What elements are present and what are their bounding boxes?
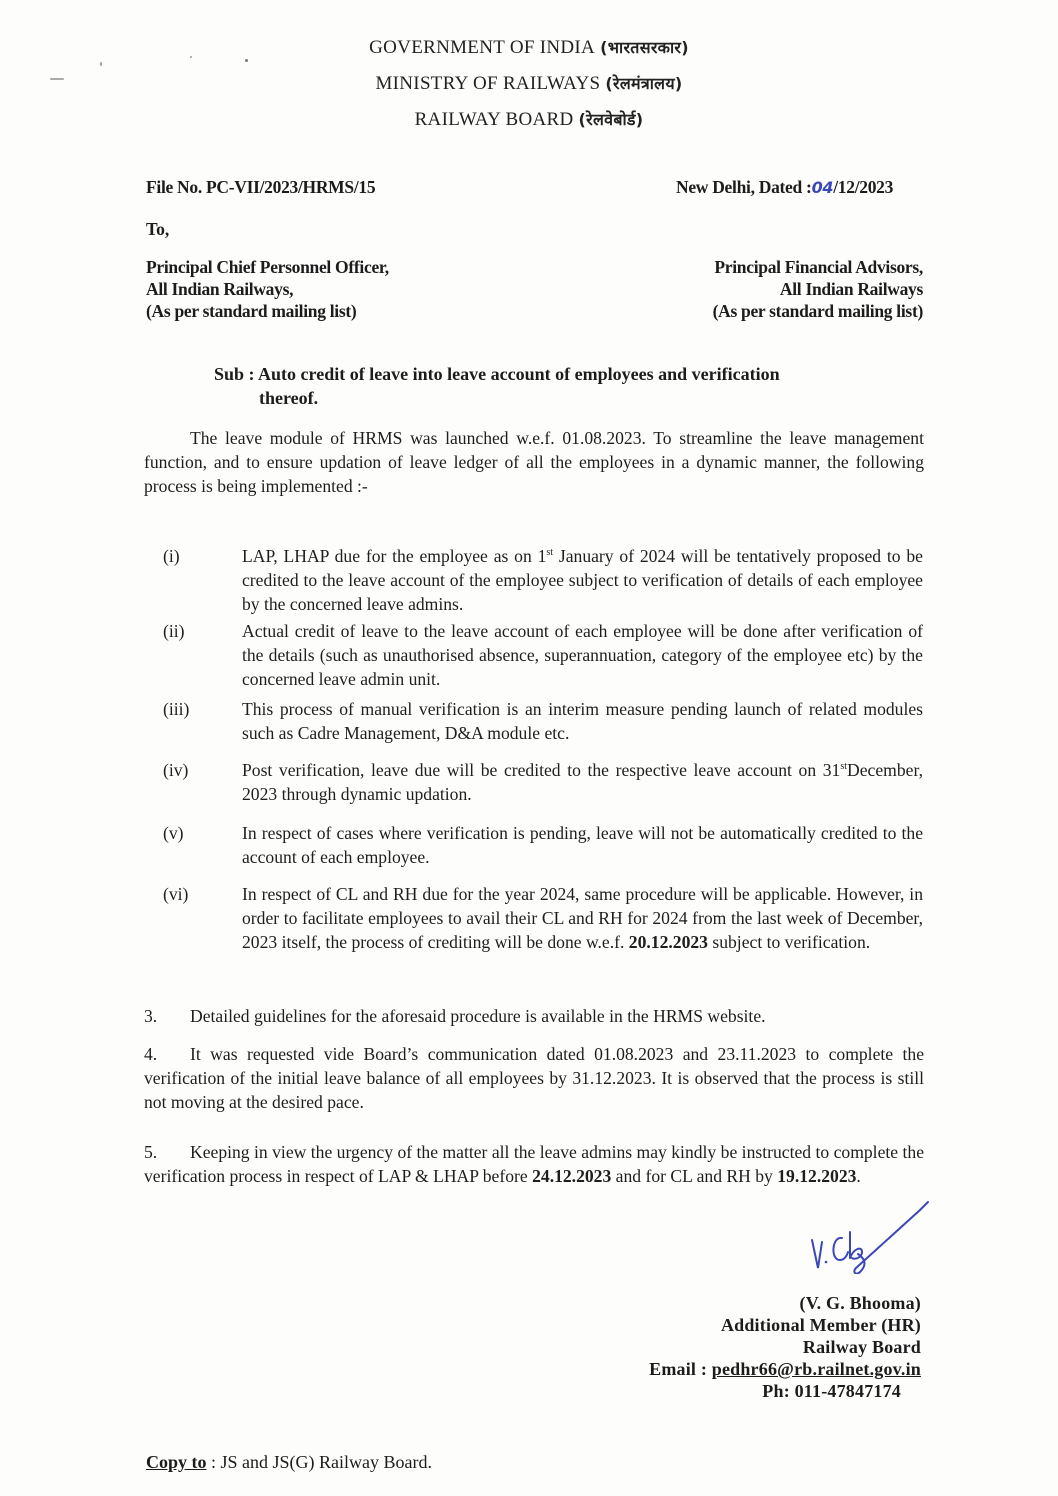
dateline: New Delhi, Dated :04/12/2023 bbox=[676, 177, 894, 197]
item-text: Post verification, leave due will be credited to the respective leave account on 31stDecember, 2023 through dynamic updation. bbox=[242, 760, 923, 804]
paragraph-number: 5. bbox=[144, 1142, 158, 1162]
item-number: (v) bbox=[163, 823, 184, 843]
paragraph-number: 3. bbox=[144, 1006, 158, 1026]
list-item bbox=[163, 758, 923, 806]
paragraph-5: 5. Keeping in view the urgency of the matter all the leave admins may kindly be instructed to complete the verification process in respect of LAP & LHAP before 24.12.2023 and for CL and RH by 19.12.2023. bbox=[144, 1142, 924, 1186]
list-item bbox=[163, 882, 923, 954]
paragraph-3: 3. Detailed guidelines for the aforesaid procedure is available in the HRMS website. bbox=[144, 1006, 766, 1026]
item-number: (ii) bbox=[163, 621, 185, 641]
addressee-right-line: All Indian Railways bbox=[779, 279, 923, 299]
signatory-phone: Ph: 011-47847174 bbox=[762, 1381, 901, 1401]
item-number: (iii) bbox=[163, 699, 190, 719]
handwritten-signature bbox=[800, 1192, 940, 1274]
subject-label: Sub : bbox=[214, 364, 255, 384]
item-number: (vi) bbox=[163, 884, 189, 904]
signatory-name: (V. G. Bhooma) bbox=[799, 1293, 921, 1313]
list-item bbox=[163, 821, 923, 869]
addressee-left-line: Principal Chief Personnel Officer, bbox=[146, 257, 389, 277]
email-link[interactable]: pedhr66@rb.railnet.gov.in bbox=[711, 1359, 921, 1379]
salutation: To, bbox=[146, 219, 170, 239]
item-number: (i) bbox=[163, 546, 180, 566]
paragraph-number: 4. bbox=[144, 1044, 158, 1064]
addressee-left-line: All Indian Railways, bbox=[146, 279, 294, 299]
scan-speck bbox=[245, 59, 248, 62]
signatory-office: Railway Board bbox=[802, 1337, 921, 1357]
item-text: In respect of cases where verification is pending, leave will not be automatically credited to the account of each employee. bbox=[242, 823, 923, 867]
scan-speck bbox=[100, 62, 102, 66]
addressee-right bbox=[620, 256, 923, 322]
item-text: LAP, LHAP due for the employee as on 1st January of 2024 will be tentatively proposed to be credited to the leave account of the employee subject to verification of details of each employee by the concerned leave admins. bbox=[242, 546, 923, 614]
item-number: (iv) bbox=[163, 760, 189, 780]
addressee-left bbox=[146, 256, 389, 322]
copy-to: Copy to : JS and JS(G) Railway Board. bbox=[146, 1452, 432, 1472]
handwritten-day: 04 bbox=[811, 178, 834, 197]
list-item bbox=[163, 544, 923, 616]
addressee-left-line: (As per standard mailing list) bbox=[146, 301, 357, 321]
subject-line-2: thereof. bbox=[259, 388, 319, 408]
paragraph-4: 4. It was requested vide Board’s communication dated 01.08.2023 and 23.11.2023 to complete the verification of the initial leave balance of all employees by 31.12.2023. It is observed that the process is still not moving at the desired pace. bbox=[144, 1044, 924, 1112]
intro-paragraph: The leave module of HRMS was launched w.e.f. 01.08.2023. To streamline the leave management function, and to ensure updation of leave ledger of all the employees in a dynamic manner, the following process is being implemented :- bbox=[144, 428, 924, 496]
signature-block bbox=[560, 1292, 921, 1402]
item-text: Actual credit of leave to the leave account of each employee will be done after verification of the details (such as unauthorised absence, superannuation, category of the employee etc) by the concerned leave admin unit. bbox=[242, 621, 923, 689]
letterhead-line-2: MINISTRY OF RAILWAYS (रेलमंत्रालय) bbox=[375, 73, 683, 94]
subject bbox=[214, 362, 924, 410]
list-item bbox=[163, 697, 923, 745]
item-text: In respect of CL and RH due for the year 2024, same procedure will be applicable. However, in order to facilitate employees to avail their CL and RH for 2024 from the last week of December, 2023 itself, the process of crediting will be done w.e.f. 20.12.2023 subject to verification. bbox=[242, 884, 923, 952]
addressee-right-line: Principal Financial Advisors, bbox=[714, 257, 923, 277]
list-item bbox=[163, 619, 923, 691]
signatory-email-line: Email : pedhr66@rb.railnet.gov.in bbox=[649, 1359, 921, 1379]
letterhead-line-3: RAILWAY BOARD (रेलवेबोर्ड) bbox=[414, 109, 644, 130]
signatory-designation: Additional Member (HR) bbox=[720, 1315, 921, 1335]
addressee-right-line: (As per standard mailing list) bbox=[712, 301, 923, 321]
letterhead-line-1: GOVERNMENT OF INDIA (भारतसरकार) bbox=[369, 37, 689, 58]
copy-to-label: Copy to bbox=[146, 1452, 207, 1472]
item-text: This process of manual verification is an interim measure pending launch of related modules such as Cadre Management, D&A module etc. bbox=[242, 699, 923, 743]
file-number: File No. PC-VII/2023/HRMS/15 bbox=[146, 177, 376, 197]
subject-line-1: Sub : Auto credit of leave into leave account of employees and verification bbox=[214, 364, 780, 384]
